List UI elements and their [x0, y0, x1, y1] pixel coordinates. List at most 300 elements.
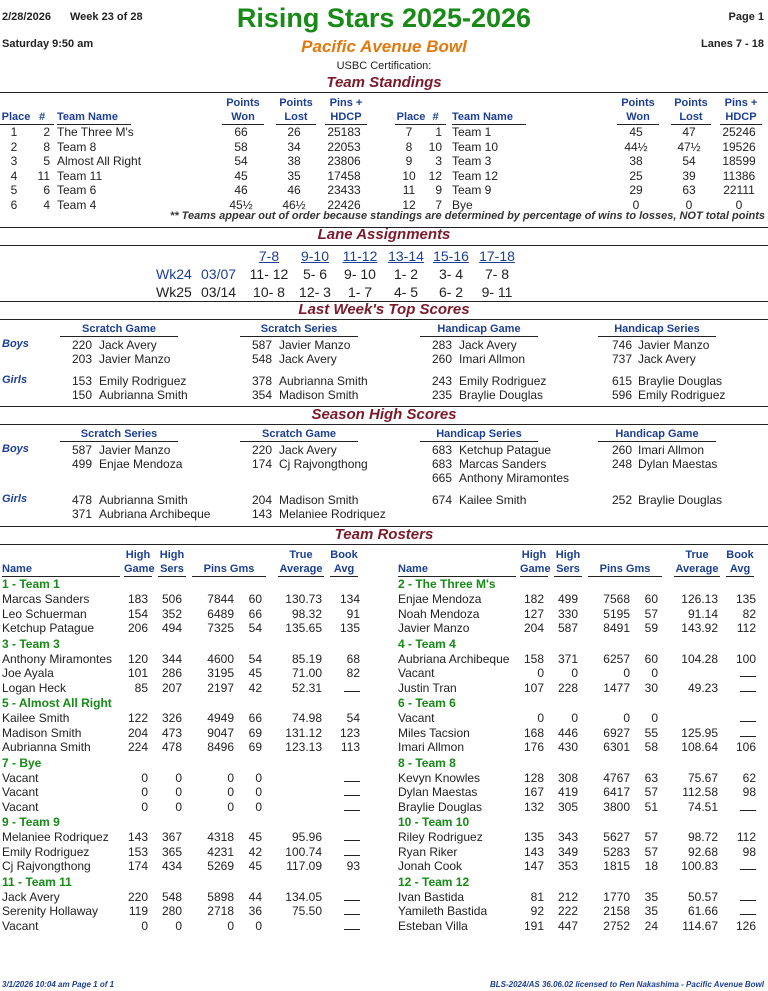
true-average: 95.96 [291, 830, 322, 844]
book-average: 68 [346, 651, 360, 666]
high-series: 506 [161, 592, 182, 606]
standings-cell: 11 [402, 183, 416, 197]
high-series: 349 [557, 844, 578, 859]
true-average: 130.73 [285, 592, 322, 606]
high-game: 220 [127, 889, 148, 904]
player-name: Justin Tran [398, 680, 457, 695]
book-average [726, 666, 756, 680]
book-average [330, 904, 360, 918]
high-game: 92 [530, 904, 544, 918]
standings-cell: 4 [43, 197, 50, 212]
lane-date: 03/07 [201, 266, 237, 282]
book-average: 98 [742, 785, 756, 799]
book-average: 113 [340, 740, 360, 754]
bowler-name: Emily Rodriguez [638, 388, 726, 402]
total-pins: 0 [623, 711, 630, 725]
games-bowled: 0 [255, 918, 262, 933]
section-team-rosters: Team Rosters [334, 526, 434, 543]
high-series: 367 [161, 830, 182, 844]
player-name: Ivan Bastida [398, 889, 465, 904]
score-value: 354 [251, 388, 272, 402]
standings-cell: 46 [287, 183, 301, 197]
bowler-name: Anthony Miramontes [459, 471, 570, 485]
standings-cell: 9 [405, 154, 413, 168]
standings-cell: Team 3 [452, 154, 492, 168]
player-name: Leo Schuerman [2, 606, 87, 621]
standings-cell: Team 10 [452, 139, 499, 154]
true-average: 98.72 [687, 830, 718, 844]
lane-matchup: 12- 3 [299, 284, 331, 300]
high-game: 0 [141, 785, 148, 799]
high-series: 207 [161, 680, 182, 695]
high-game: 174 [127, 859, 148, 873]
standings-cell: 10 [402, 168, 416, 183]
high-game: 182 [523, 592, 544, 606]
true-average: 75.67 [687, 770, 718, 785]
player-name: Emily Rodriguez [2, 844, 90, 859]
standings-header: Pins + HDCP [325, 96, 367, 125]
score-value: 203 [71, 352, 92, 366]
standings-cell: 38 [629, 154, 643, 168]
bowler-name: Jack Avery [99, 338, 157, 352]
standings-cell: 11 [37, 168, 50, 183]
lane-matchup: 3- 4 [438, 266, 464, 282]
games-bowled: 54 [248, 621, 262, 635]
category-header: Handicap Series [420, 428, 538, 442]
score-value: 220 [71, 338, 92, 352]
standings-cell: Team 1 [452, 125, 492, 139]
total-pins: 2158 [603, 904, 630, 918]
player-name: Ketchup Patague [2, 621, 95, 635]
team-heading: 1 - Team 1 [2, 577, 60, 591]
games-bowled: 30 [644, 680, 658, 695]
standings-cell: 7 [435, 197, 442, 212]
high-series: 446 [557, 725, 578, 740]
book-average: 112 [736, 621, 756, 635]
true-average: 114.67 [682, 918, 718, 933]
bowler-name: Jack Avery [638, 352, 696, 366]
games-bowled: 0 [255, 785, 262, 799]
player-name: Kailee Smith [2, 711, 70, 725]
lane-matchup: 6- 2 [438, 284, 464, 300]
score-value: 283 [431, 338, 452, 352]
divider [0, 245, 768, 246]
score-value: 615 [611, 374, 632, 388]
score-value: 371 [71, 507, 92, 521]
total-pins: 0 [623, 666, 630, 680]
games-bowled: 45 [248, 859, 262, 873]
bowling-center: Pacific Avenue Bowl [301, 37, 467, 56]
high-series: 587 [557, 621, 578, 635]
true-average: 52.31 [291, 680, 322, 695]
high-series: 473 [161, 725, 182, 740]
standings-cell: 5 [10, 183, 18, 197]
book-average: 54 [346, 711, 360, 725]
games-bowled: 18 [644, 859, 658, 873]
book-average: 82 [346, 666, 360, 680]
score-value: 674 [431, 493, 452, 507]
true-average: 125.95 [681, 725, 718, 740]
total-pins: 8491 [603, 621, 630, 635]
divider [0, 319, 768, 320]
roster-header: Pins Gms [588, 548, 662, 577]
high-game: 143 [523, 844, 544, 859]
bowler-name: Jack Avery [279, 352, 337, 366]
true-average: 74.98 [291, 711, 322, 725]
standings-cell: 12 [402, 197, 416, 212]
true-average: 108.64 [681, 740, 718, 754]
player-name: Anthony Miramontes [2, 651, 113, 666]
standings-cell: 44½ [624, 139, 648, 154]
score-value: 153 [71, 374, 92, 388]
high-game: 224 [127, 740, 148, 754]
high-series: 499 [557, 592, 578, 606]
bowler-name: Aubriana Archibeque [99, 507, 211, 521]
team-heading: 6 - Team 6 [398, 696, 456, 710]
score-value: 683 [431, 443, 452, 457]
high-series: 548 [161, 889, 182, 904]
score-value: 174 [251, 457, 272, 471]
team-heading: 3 - Team 3 [2, 636, 60, 651]
book-average: 135 [339, 621, 360, 635]
roster-header: High Game [124, 549, 155, 575]
standings-cell: 47½ [677, 139, 701, 154]
standings-cell: 6 [43, 183, 50, 197]
high-game: 0 [141, 918, 148, 933]
standings-cell: 46½ [282, 197, 306, 212]
games-bowled: 35 [644, 889, 658, 904]
score-value: 587 [71, 443, 92, 457]
book-average [330, 890, 360, 904]
bowler-name: Madison Smith [279, 388, 359, 402]
high-series: 0 [175, 770, 182, 785]
standings-cell: Team 6 [57, 183, 97, 197]
book-average: 98 [742, 844, 756, 859]
true-average: 104.28 [681, 651, 718, 666]
standings-cell: Team 4 [57, 197, 97, 212]
bowler-name: Braylie Douglas [638, 374, 723, 388]
lane-matchup: 9- 11 [481, 284, 513, 300]
high-game: 0 [537, 666, 544, 680]
score-value: 683 [431, 457, 452, 471]
high-series: 330 [557, 606, 578, 621]
lane-matchup: 10- 8 [253, 284, 285, 300]
total-pins: 1815 [603, 859, 630, 873]
girls-label: Girls [2, 493, 28, 505]
book-average [726, 681, 756, 695]
roster-header: High Sers [159, 549, 185, 575]
total-pins: 3800 [603, 799, 630, 814]
high-series: 280 [161, 904, 182, 918]
games-bowled: 35 [644, 904, 658, 918]
true-average: 85.19 [291, 651, 322, 666]
player-name: Vacant [2, 770, 39, 785]
games-bowled: 66 [248, 711, 262, 725]
bowler-name: Jack Avery [279, 443, 337, 457]
true-average: 126.13 [681, 592, 718, 606]
standings-note: ** Teams appear out of order because standings are determined by percentage of wins to losses, NOT total points [170, 210, 765, 222]
category-header: Handicap Game [420, 323, 538, 337]
games-bowled: 69 [248, 725, 262, 740]
games-bowled: 57 [644, 830, 658, 844]
games-bowled: 0 [255, 770, 262, 785]
book-average: 123 [339, 725, 360, 740]
games-bowled: 45 [248, 830, 262, 844]
bowler-name: Aubrianna Smith [279, 374, 368, 388]
games-bowled: 60 [644, 592, 658, 606]
team-heading: 2 - The Three M's [398, 577, 496, 591]
lanes-label: Lanes 7 - 18 [701, 38, 764, 50]
high-series: 212 [557, 889, 578, 904]
games-bowled: 42 [248, 844, 262, 859]
standings-cell: 26 [287, 125, 301, 139]
roster-header: True Average [675, 549, 719, 575]
high-game: 183 [127, 592, 148, 606]
high-series: 0 [571, 711, 578, 725]
player-name: Riley Rodriguez [398, 830, 483, 844]
high-game: 206 [127, 621, 148, 635]
bowler-name: Aubrianna Smith [99, 493, 188, 507]
score-value: 204 [251, 493, 272, 507]
standings-cell: 38 [287, 154, 301, 168]
player-name: Aubriana Archibeque [398, 651, 510, 666]
high-series: 326 [161, 711, 182, 725]
boys-label: Boys [2, 338, 29, 350]
bowler-name: Jack Avery [459, 338, 517, 352]
high-series: 447 [557, 918, 578, 933]
true-average: 135.65 [285, 621, 322, 635]
standings-cell: 1 [10, 125, 18, 139]
high-game: 204 [127, 725, 148, 740]
lane-matchup: 11- 12 [249, 266, 289, 282]
lane-matchup: 4- 5 [393, 284, 419, 300]
player-name: Miles Tacsion [398, 725, 470, 740]
score-value: 378 [251, 374, 272, 388]
total-pins: 5627 [603, 830, 630, 844]
player-name: Marcas Sanders [2, 592, 90, 606]
book-average [330, 830, 360, 844]
high-series: 494 [161, 621, 182, 635]
standings-cell: 2 [43, 125, 50, 139]
book-average: 126 [735, 918, 756, 933]
book-average [330, 845, 360, 859]
book-average [726, 859, 756, 873]
games-bowled: 51 [644, 799, 658, 814]
standings-cell: 25246 [722, 125, 756, 139]
girls-label: Girls [2, 374, 28, 386]
category-header: Handicap Series [598, 323, 716, 337]
high-series: 0 [175, 918, 182, 933]
bowler-name: Javier Manzo [99, 352, 171, 366]
true-average: 98.32 [291, 606, 322, 621]
player-name: Madison Smith [2, 725, 82, 740]
standings-cell: 0 [735, 197, 743, 212]
standings-cell: 0 [685, 197, 693, 212]
true-average: 92.68 [687, 844, 718, 859]
player-name: Ryan Riker [398, 844, 458, 859]
games-bowled: 42 [248, 680, 262, 695]
standings-cell: Team 9 [452, 183, 492, 197]
book-average [726, 711, 756, 725]
games-bowled: 58 [644, 740, 658, 754]
high-series: 308 [557, 770, 578, 785]
high-series: 344 [161, 651, 182, 666]
bowler-name: Melaniee Rodriquez [279, 507, 386, 521]
footer-license: BLS-2024/AS 36.06.02 licensed to Ren Nakashima - Pacific Avenue Bowl [489, 980, 764, 989]
total-pins: 1770 [603, 889, 630, 904]
roster-header: Pins Gms [192, 548, 266, 577]
book-average [330, 771, 360, 785]
games-bowled: 44 [248, 889, 262, 904]
games-bowled: 69 [248, 740, 262, 754]
total-pins: 5269 [207, 859, 234, 873]
standings-cell: 10 [428, 139, 442, 154]
roster-header: High Sers [555, 549, 581, 575]
standings-cell: 29 [629, 183, 643, 197]
book-average: 82 [742, 606, 756, 621]
lane-pair-header: 9-10 [300, 248, 330, 264]
league-title: Rising Stars 2025-2026 [236, 3, 532, 33]
standings-cell: 46 [234, 183, 248, 197]
book-average: 91 [346, 606, 360, 621]
report-date: 2/28/2026 [2, 11, 51, 23]
high-series: 365 [161, 844, 182, 859]
category-header: Scratch Game [240, 428, 358, 442]
high-series: 352 [161, 606, 182, 621]
high-series: 0 [175, 785, 182, 799]
total-pins: 9047 [207, 725, 234, 740]
player-name: Vacant [2, 785, 39, 799]
player-name: Vacant [398, 711, 435, 725]
bowler-name: Ketchup Patague [459, 443, 552, 457]
standings-header: Points Lost [671, 96, 711, 125]
team-heading: 8 - Team 8 [398, 755, 456, 770]
games-bowled: 60 [644, 651, 658, 666]
high-game: 167 [523, 785, 544, 799]
standings-cell: 11386 [722, 168, 756, 183]
games-bowled: 45 [248, 666, 262, 680]
standings-header: Pins + HDCP [720, 96, 762, 125]
score-value: 478 [71, 493, 92, 507]
standings-header: Place [396, 111, 426, 123]
high-series: 228 [557, 680, 578, 695]
bowler-name: Marcas Sanders [459, 457, 547, 471]
player-name: Logan Heck [2, 680, 67, 695]
lane-pair-header: 13-14 [388, 248, 424, 264]
standings-cell: 35 [287, 168, 301, 183]
standings-cell: 45 [629, 125, 643, 139]
bowler-name: Imari Allmon [638, 443, 705, 457]
score-value: 248 [611, 457, 632, 471]
games-bowled: 57 [644, 844, 658, 859]
true-average: 74.51 [687, 799, 718, 814]
player-name: Javier Manzo [398, 621, 470, 635]
high-game: 0 [141, 770, 148, 785]
total-pins: 7325 [207, 621, 234, 635]
standings-header: Points Won [222, 96, 264, 125]
standings-cell: 17458 [327, 168, 361, 183]
true-average: 143.92 [681, 621, 718, 635]
player-name: Dylan Maestas [398, 785, 478, 799]
book-average: 112 [736, 830, 756, 844]
player-name: Imari Allmon [398, 740, 465, 754]
true-average: 112.58 [682, 785, 718, 799]
high-game: 143 [127, 830, 148, 844]
standings-cell: 8 [405, 139, 413, 154]
standings-cell: 18599 [722, 154, 756, 168]
high-series: 478 [161, 740, 182, 754]
footer-print-info: 3/1/2026 10:04 am Page 1 of 1 [2, 980, 115, 989]
standings-cell: 22111 [723, 183, 755, 197]
standings-header: Team Name [452, 96, 526, 125]
lane-week: Wk25 [156, 284, 192, 300]
high-game: 128 [523, 770, 544, 785]
player-name: Yamileth Bastida [398, 904, 488, 918]
section-lane-assignments: Lane Assignments [317, 226, 451, 243]
true-average: 131.12 [285, 725, 322, 740]
team-heading: 10 - Team 10 [398, 815, 470, 829]
roster-header: Book Avg [330, 549, 358, 575]
games-bowled: 36 [248, 904, 262, 918]
standings-header: Place [1, 111, 31, 123]
bowler-name: Enjae Mendoza [99, 457, 183, 471]
true-average: 134.05 [285, 889, 322, 904]
standings-header: # [425, 96, 446, 125]
score-value: 243 [431, 374, 452, 388]
book-average [726, 800, 756, 814]
category-header: Scratch Series [60, 428, 178, 442]
total-pins: 4231 [207, 844, 234, 859]
player-name: Esteban Villa [398, 918, 468, 933]
standings-cell: 7 [405, 125, 413, 139]
total-pins: 6927 [603, 725, 630, 740]
day-time: Saturday 9:50 am [2, 38, 94, 50]
high-game: 191 [523, 918, 544, 933]
standings-cell: 63 [682, 183, 696, 197]
games-bowled: 57 [644, 606, 658, 621]
lane-pair-header: 15-16 [433, 248, 469, 264]
high-game: 147 [523, 859, 544, 873]
score-value: 548 [251, 352, 272, 366]
standings-cell: 12 [428, 168, 442, 183]
standings-cell: 3 [435, 154, 442, 168]
standings-cell: 22426 [327, 197, 361, 212]
standings-header: Team Name [57, 96, 131, 125]
score-value: 665 [431, 471, 452, 485]
standings-header: Points Won [617, 96, 659, 125]
score-value: 499 [71, 457, 92, 471]
total-pins: 2752 [603, 918, 630, 933]
book-average: 62 [742, 770, 756, 785]
lane-week: Wk24 [156, 266, 192, 282]
team-heading: 7 - Bye [2, 755, 42, 770]
total-pins: 8496 [207, 740, 234, 754]
player-name: Noah Mendoza [398, 606, 480, 621]
score-value: 260 [431, 352, 452, 366]
standings-cell: 39 [682, 168, 696, 183]
total-pins: 4767 [603, 770, 630, 785]
high-game: 132 [523, 799, 544, 814]
standings-header: Points Lost [276, 96, 316, 125]
team-heading: 11 - Team 11 [2, 874, 72, 889]
high-series: 222 [557, 904, 578, 918]
standings-cell: 58 [234, 139, 248, 154]
roster-header: Name [2, 548, 120, 577]
team-heading: 9 - Team 9 [2, 815, 60, 829]
divider [0, 92, 768, 93]
score-value: 596 [611, 388, 632, 402]
total-pins: 6301 [603, 740, 630, 754]
